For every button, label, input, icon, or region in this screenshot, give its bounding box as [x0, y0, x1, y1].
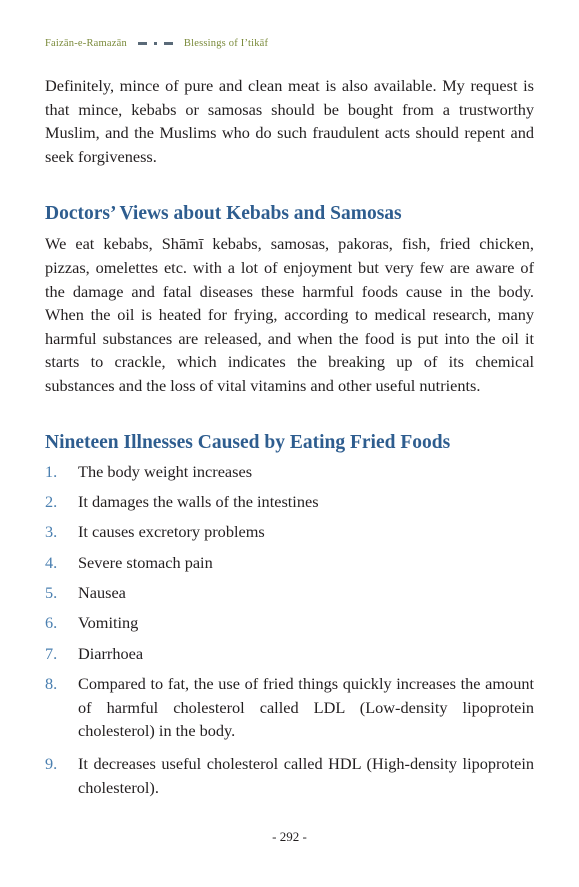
page-content [45, 74, 534, 806]
illness-list [45, 460, 534, 800]
intro-paragraph: Definitely, mince of pure and clean meat is also available. My request is that mince, kebabs or samosas should be bought from a trustworthy Muslim, and the Muslims who do such fraudulent acts should repent and seek forgiveness. [45, 76, 534, 166]
section-heading-doctors-views: Doctors’ Views about Kebabs and Samosas [45, 203, 402, 225]
list-item [45, 581, 534, 605]
list-item-number: 2. [45, 491, 58, 511]
list-item-text: Compared to fat, the use of fried things quickly increases the amount of harmful cholesterol called LDL (Low-density lipoprotein cholesterol) in the body. [78, 674, 534, 741]
list-item [45, 460, 534, 484]
list-item-number: 8. [45, 674, 58, 694]
list-item-number: 3. [45, 522, 58, 542]
list-item [45, 520, 534, 544]
list-item [45, 490, 534, 514]
list-item-text: Nausea [78, 583, 126, 603]
list-item-text: It damages the walls of the intestines [78, 491, 319, 511]
page-number: - 292 - [272, 829, 307, 844]
section-heading-nineteen-illnesses: Nineteen Illnesses Caused by Eating Fried Foods [45, 431, 451, 453]
list-item [45, 672, 534, 743]
list-item [45, 642, 534, 666]
list-item-number: 5. [45, 583, 58, 603]
doctors-views-paragraph: We eat kebabs, Shāmī kebabs, samosas, pakoras, fish, fried chicken, pizzas, omelettes etc. with a lot of enjoyment but very few are aware of the damage and fatal diseases these harmful foods cause in the body. When the oil is heated for frying, according to medical research, many harmful substances are released, and when the food is put into the oil it starts to crackle, which indicates the breaking up of its chemical substances and the loss of vital vitamins and other useful nutrients. [45, 234, 534, 395]
list-item-text: The body weight increases [78, 461, 253, 481]
running-header [45, 38, 268, 49]
list-item-text: Severe stomach pain [78, 552, 213, 572]
list-item [45, 611, 534, 635]
list-item-number: 7. [45, 643, 58, 663]
list-item-text: It causes excretory problems [78, 522, 265, 542]
list-item-number: 6. [45, 613, 58, 633]
list-item [45, 551, 534, 575]
list-item-text: It decreases useful cholesterol called HDL (High-density lipoprotein cholesterol). [78, 754, 534, 797]
header-separator-ornament [136, 42, 175, 45]
list-item [45, 752, 534, 799]
book-title: Faizān-e-Ramazān [45, 38, 127, 49]
list-item-number: 9. [45, 754, 58, 774]
chapter-title: Blessings of I’tikāf [183, 38, 269, 49]
list-item-number: 1. [45, 461, 58, 481]
list-item-number: 4. [45, 552, 58, 572]
list-item-text: Diarrhoea [78, 643, 144, 663]
list-item-text: Vomiting [78, 613, 139, 633]
